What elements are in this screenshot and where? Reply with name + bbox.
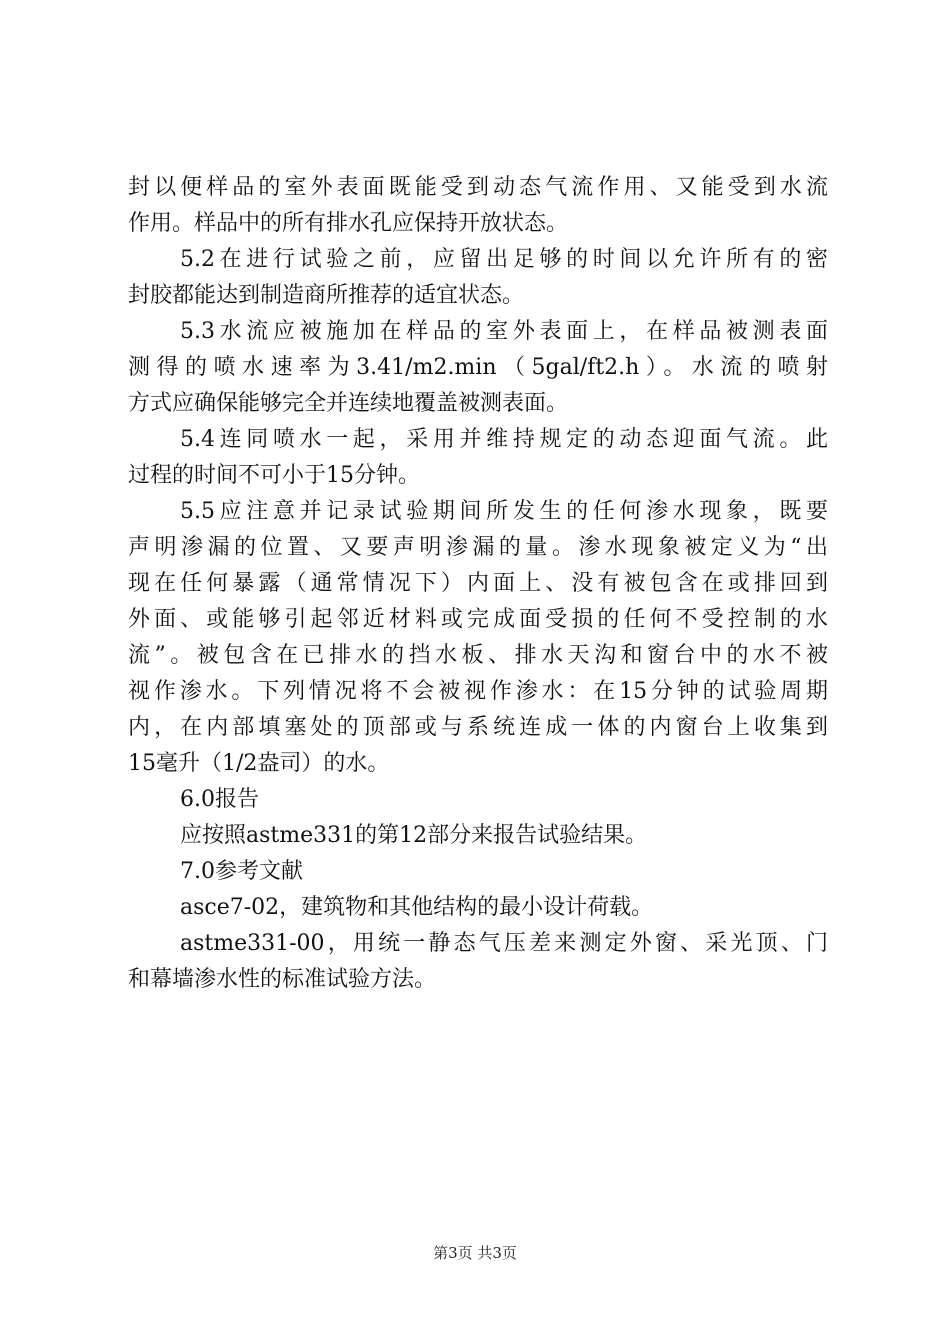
text-line: asce7-02，建筑物和其他结构的最小设计荷载。 — [180, 895, 654, 920]
document-body — [128, 170, 828, 998]
text-line: 作用。样品中的所有排水孔应保持开放状态。 — [128, 211, 569, 236]
text-line: 应按照astme331的第12部分来报告试验结果。 — [180, 823, 648, 848]
text-line: astme331-00，用统一静态气压差来测定外窗、采光顶、门 — [180, 931, 828, 956]
text-line: 声明渗漏的位置、又要声明渗漏的量。渗水现象被定义为“出 — [128, 535, 828, 560]
text-line: 过程的时间不可小于15分钟。 — [128, 463, 420, 488]
text-line: 5.2在进行试验之前，应留出足够的时间以允许所有的密 — [180, 247, 828, 272]
text-line: 流”。被包含在已排水的挡水板、排水天沟和窗台中的水不被 — [128, 643, 828, 668]
text-line: 5.5应注意并记录试验期间所发生的任何渗水现象，既要 — [180, 499, 828, 524]
text-line: 视作渗水。下列情况将不会被视作渗水：在15分钟的试验周期 — [128, 679, 828, 704]
text-line: 外面、或能够引起邻近材料或完成面受损的任何不受控制的水 — [128, 607, 828, 632]
text-line: 6.0报告 — [180, 787, 259, 812]
text-line: 5.3水流应被施加在样品的室外表面上，在样品被测表面 — [180, 319, 828, 344]
text-line: 和幕墙渗水性的标准试验方法。 — [128, 967, 437, 992]
text-line: 15毫升（1/2盎司）的水。 — [128, 751, 390, 776]
text-line: 封以便样品的室外表面既能受到动态气流作用、又能受到水流 — [128, 175, 828, 200]
text-line: 5.4连同喷水一起，采用并维持规定的动态迎面气流。此 — [180, 427, 828, 452]
text-line: 测得的喷水速率为3.41/m2.min（5gal/ft2.h）。水流的喷射 — [128, 355, 828, 380]
text-line: 方式应确保能够完全并连续地覆盖被测表面。 — [128, 391, 569, 416]
text-line: 封胶都能达到制造商所推荐的适宜状态。 — [128, 283, 525, 308]
text-line: 7.0参考文献 — [180, 859, 303, 884]
text-line: 现在任何暴露（通常情况下）内面上、没有被包含在或排回到 — [128, 571, 828, 596]
text-line: 内，在内部填塞处的顶部或与系统连成一体的内窗台上收集到 — [128, 715, 828, 740]
page-footer: 第3页 共3页 — [433, 1244, 517, 1262]
